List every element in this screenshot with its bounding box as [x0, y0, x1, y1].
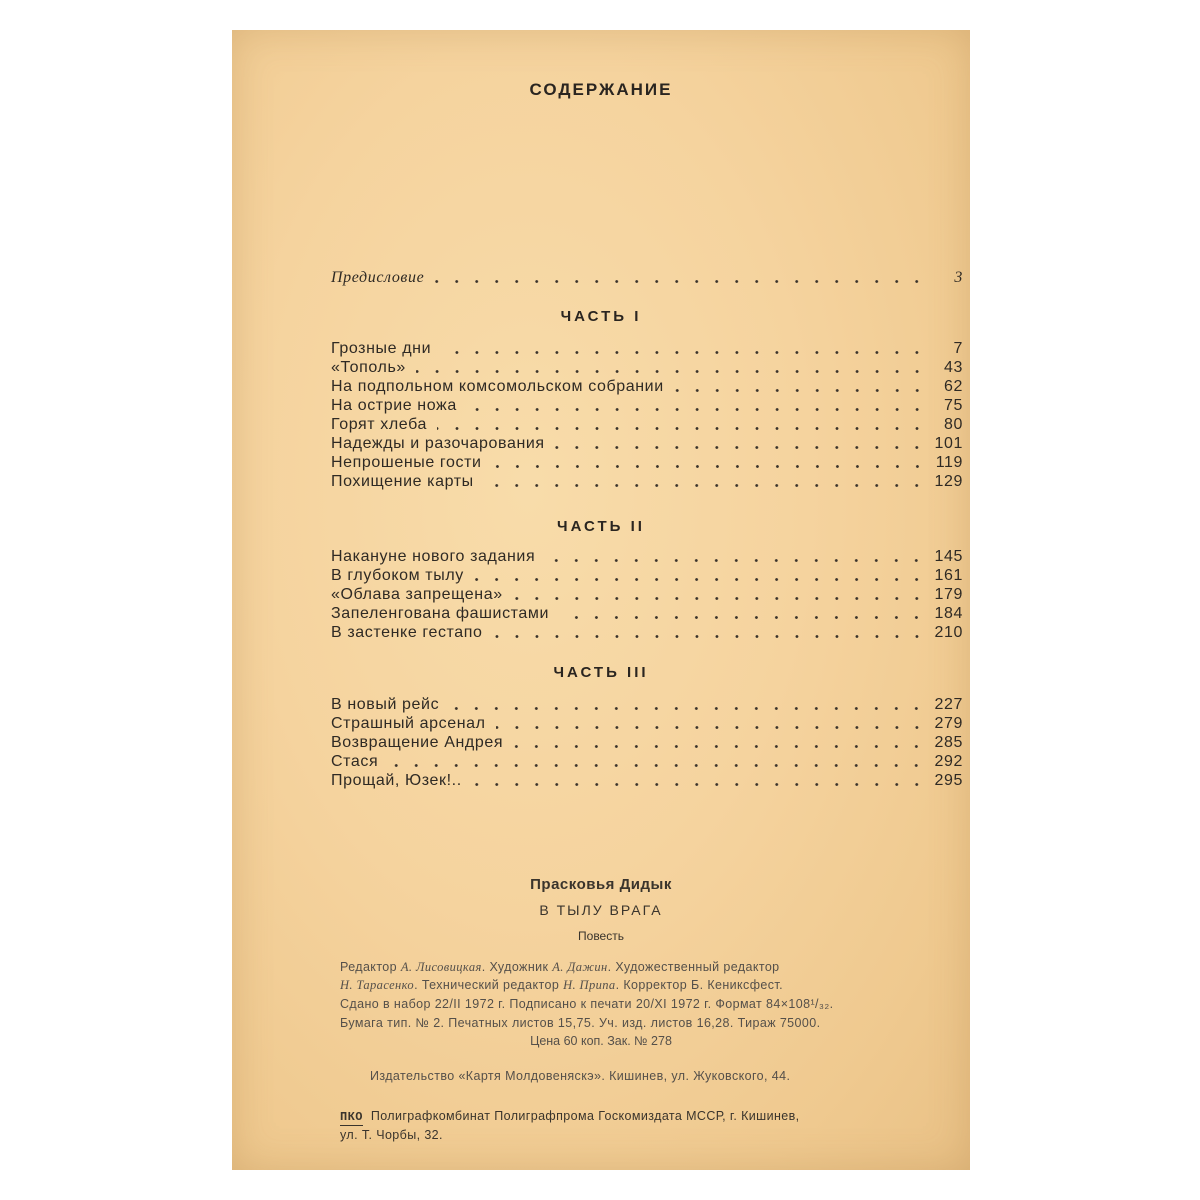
entry-title: Прощай, Юзек!..: [331, 772, 462, 789]
tech-editor-name: Н. Припа: [563, 978, 616, 992]
dot-leader: [545, 559, 926, 562]
entry-page: 3: [954, 269, 963, 286]
toc-title: СОДЕРЖАНИЕ: [529, 80, 673, 99]
entry-title: Похищение карты: [331, 473, 474, 490]
dot-leader: [496, 726, 927, 729]
toc-entry: [331, 434, 963, 453]
entry-title: Накануне нового задания: [331, 548, 536, 565]
toc-entry: [331, 733, 963, 752]
dot-leader: [474, 578, 927, 581]
book-title: В ТЫЛУ ВРАГА: [539, 902, 663, 918]
entry-page: 292: [934, 753, 963, 770]
entry-page: 279: [934, 715, 963, 732]
entry-page: 62: [944, 378, 963, 395]
entry-page: 295: [934, 772, 963, 789]
imprint-line: Сдано в набор 22/II 1972 г. Подписано к печати 20/XI 1972 г. Формат 84×108¹/₃₂.: [340, 997, 834, 1011]
imprint-text: . Корректор Б. Кениксфест.: [615, 978, 784, 992]
toc-entry: [331, 358, 963, 377]
toc-entry: [331, 377, 963, 396]
entry-page: 7: [953, 340, 963, 357]
entry-title: «Облава запрещена»: [331, 586, 503, 603]
dot-leader: [555, 446, 927, 449]
entry-title: На острие ножа: [331, 397, 457, 414]
printer-line: [340, 1108, 970, 1126]
imprint-line: Бумага тип. № 2. Печатных листов 15,75. Уч. изд. листов 16,28. Тираж 75000.: [340, 1016, 821, 1030]
toc-entry: [331, 752, 963, 771]
entry-page: 179: [934, 586, 963, 603]
printer-address: ул. Т. Чорбы, 32.: [340, 1128, 443, 1142]
toc-entry: [331, 415, 963, 434]
imprint-line: [340, 977, 970, 993]
dot-leader: [449, 707, 926, 710]
dot-leader: [493, 635, 927, 638]
entry-title: На подпольном комсомольском собрании: [331, 378, 664, 395]
dot-leader: [437, 427, 927, 430]
toc-entry: [331, 339, 963, 358]
toc-entry: [331, 453, 963, 472]
imprint-text: . Художественный редактор: [607, 960, 780, 974]
author-name: Прасковья Дидык: [530, 876, 672, 893]
part-heading-1: ЧАСТЬ I: [560, 308, 642, 325]
book-page: [232, 30, 970, 1170]
entry-page: 101: [934, 435, 963, 452]
entry-page: 119: [935, 454, 963, 471]
entry-page: 80: [944, 416, 963, 433]
dot-leader: [513, 745, 926, 748]
dot-leader: [559, 616, 926, 619]
toc-entry: [331, 604, 963, 623]
imprint-text: . Художник: [481, 960, 553, 974]
entry-title: Непрошеные гости: [331, 454, 482, 471]
dot-leader: [388, 764, 926, 767]
entry-title: Предисловие: [331, 269, 425, 286]
toc-entry: [331, 695, 963, 714]
imprint-line: [340, 959, 970, 975]
book-genre: Повесть: [578, 929, 624, 943]
toc-entry: [331, 623, 963, 642]
entry-title: В застенке гестапо: [331, 624, 483, 641]
imprint-text: . Технический редактор: [414, 978, 564, 992]
toc-entry: [331, 396, 963, 415]
printer-text: Полиграфкомбинат Полиграфпрома Госкомиздата МССР, г. Кишинев,: [370, 1109, 800, 1123]
toc-entry-preface: [331, 268, 963, 287]
entry-title: Страшный арсенал: [331, 715, 486, 732]
entry-page: 210: [934, 624, 963, 641]
entry-page: 227: [934, 696, 963, 713]
dot-leader: [467, 408, 927, 411]
entry-page: 285: [934, 734, 963, 751]
toc-entry: [331, 472, 963, 491]
entry-page: 129: [934, 473, 963, 490]
artist-name: А. Дажин: [552, 960, 608, 974]
dot-leader: [674, 389, 927, 392]
dot-leader: [492, 465, 927, 468]
dot-leader: [434, 280, 927, 283]
entry-title: Горят хлеба: [331, 416, 427, 433]
dot-leader: [441, 351, 927, 354]
entry-title: Грозные дни: [331, 340, 432, 357]
dot-leader: [484, 484, 927, 487]
entry-title: Надежды и разочарования: [331, 435, 545, 452]
art-editor-name: Н. Тарасенко: [340, 978, 415, 992]
toc-entry: [331, 566, 963, 585]
entry-title: Возвращение Андрея: [331, 734, 504, 751]
dot-leader: [513, 597, 927, 600]
dot-leader: [416, 370, 927, 373]
entry-title: Запеленгована фашистами: [331, 605, 550, 622]
part-heading-3: ЧАСТЬ III: [553, 664, 649, 681]
toc-entry: [331, 771, 963, 790]
toc-entry: [331, 547, 963, 566]
entry-page: 184: [934, 605, 963, 622]
entry-page: 161: [934, 567, 963, 584]
dot-leader: [472, 783, 927, 786]
entry-title: В глубоком тылу: [331, 567, 464, 584]
editor-name: А. Лисовицкая: [400, 960, 482, 974]
entry-page: 145: [934, 548, 963, 565]
imprint-text: Редактор: [340, 960, 401, 974]
printer-logo: ПКО: [340, 1110, 363, 1124]
entry-page: 43: [944, 359, 963, 376]
entry-title: В новый рейс: [331, 696, 440, 713]
entry-title: Стася: [331, 753, 379, 770]
publisher-line: Издательство «Картя Молдовеняскэ». Кишинев, ул. Жуковского, 44.: [370, 1069, 791, 1083]
price-line: Цена 60 коп. Зак. № 278: [530, 1034, 672, 1048]
entry-title: «Тополь»: [331, 359, 406, 376]
part-heading-2: ЧАСТЬ II: [557, 518, 645, 535]
toc-entry: [331, 714, 963, 733]
entry-page: 75: [944, 397, 963, 414]
toc-entry: [331, 585, 963, 604]
